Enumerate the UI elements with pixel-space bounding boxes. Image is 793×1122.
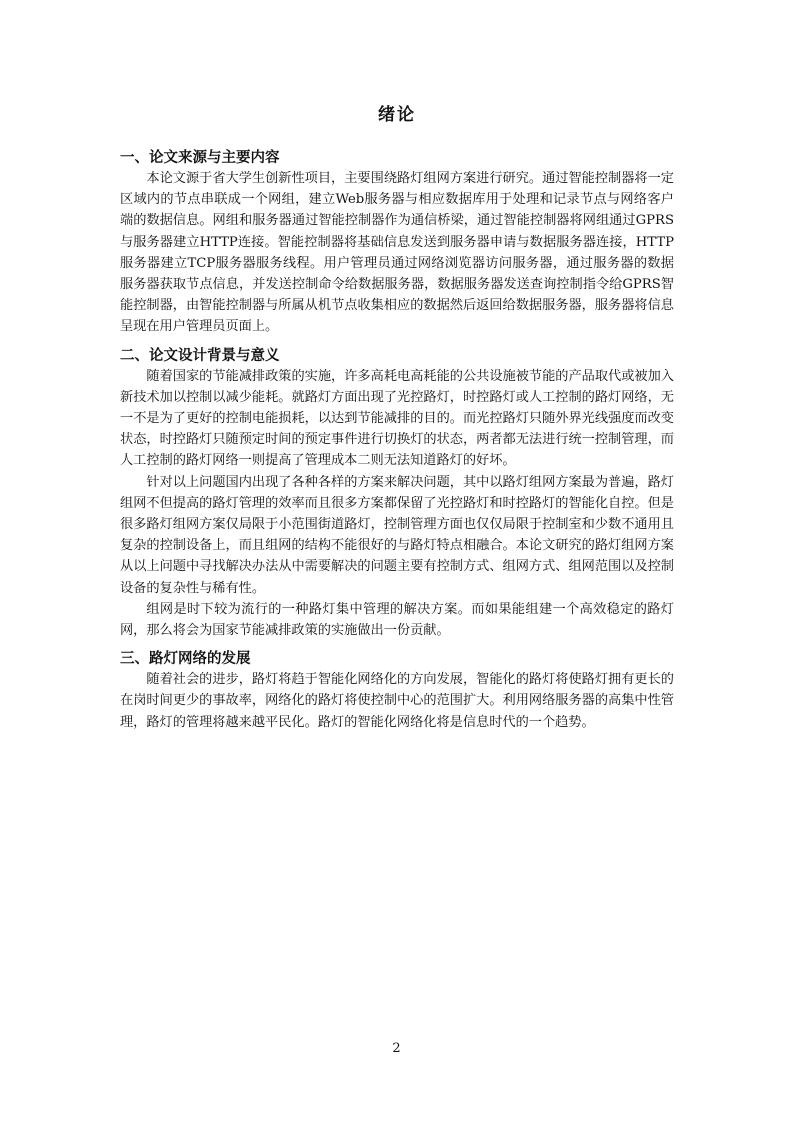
- page-number: 2: [392, 1041, 401, 1056]
- section-source: [120, 148, 674, 338]
- section-background: [120, 346, 674, 642]
- paragraph: 随着国家的节能减排政策的实施，许多高耗电高耗能的公共设施被节能的产品取代或被加入新技术加以控制以减少能耗。就路灯方面出现了光控路灯，时控路灯或人工控制的路灯网络，无一不是为了更好的控制电能损耗，以达到节能减排的目的。而光控路灯只随外界光线强度而改变状态，时控路灯只随预定时间的预定事件进行切换灯的状态，两者都无法进行统一控制管理，而人工控制的路灯网络一则提高了管理成本二则无法知道路灯的好坏。: [120, 368, 674, 469]
- section-development: [120, 649, 674, 733]
- paragraph: 随着社会的进步，路灯将趋于智能化网络化的方向发展，智能化的路灯将使路灯拥有更长的在岗时间更少的事故率，网络化的路灯将使控制中心的范围扩大。利用网络服务器的高集中性管理，路灯的管理将越来越平民化。路灯的智能化网络化将是信息时代的一个趋势。: [120, 672, 674, 730]
- section-heading: 一、论文来源与主要内容: [120, 150, 280, 166]
- page-content: [120, 102, 674, 741]
- section-heading: 二、论文设计背景与意义: [120, 347, 280, 364]
- paragraph: 本论文源于省大学生创新性项目，主要围绕路灯组网方案进行研究。通过智能控制器将一定区域内的节点串联成一个网组，建立Web服务器与相应数据库用于处理和记录节点与网络客户端的数据信息。网组和服务器通过智能控制器作为通信桥梁，通过智能控制器将网组通过GPRS与服务器建立HTTP连接。智能控制器将基础信息发送到服务器申请与数据服务器连接，HTTP服务器建立TCP服务器服务线程。用户管理员通过网络浏览器访问服务器，通过服务器的数据服务器获取节点信息，并发送控制命令给数据服务器，数据服务器发送查询控制指令给GPRS智能控制器，由智能控制器与所属从机节点收集相应的数据然后返回给数据服务器，服务器将信息呈现在用户管理员页面上。: [120, 171, 674, 335]
- section-heading: 三、路灯网络的发展: [120, 651, 251, 668]
- paragraph: 针对以上问题国内出现了各种各样的方案来解决问题，其中以路灯组网方案最为普遍，路灯组网不但提高的路灯管理的效率而且很多方案都保留了光控路灯和时控路灯的智能化自控。但是很多路灯组网方案仅局限于小范围街道路灯，控制管理方面也仅仅局限于控制室和少数不通用且复杂的控制设备上，而且组网的结构不能很好的与路灯特点相融合。本论文研究的路灯组网方案从以上问题中寻找解决办法从中需要解决的问题主要有控制方式、组网方式、组网范围以及控制设备的复杂性与稀有性。: [120, 474, 674, 596]
- page-title: 绪论: [378, 105, 416, 125]
- paragraph: 组网是时下较为流行的一种路灯集中管理的解决方案。而如果能组建一个高效稳定的路灯网，那么将会为国家节能减排政策的实施做出一份贡献。: [120, 601, 674, 639]
